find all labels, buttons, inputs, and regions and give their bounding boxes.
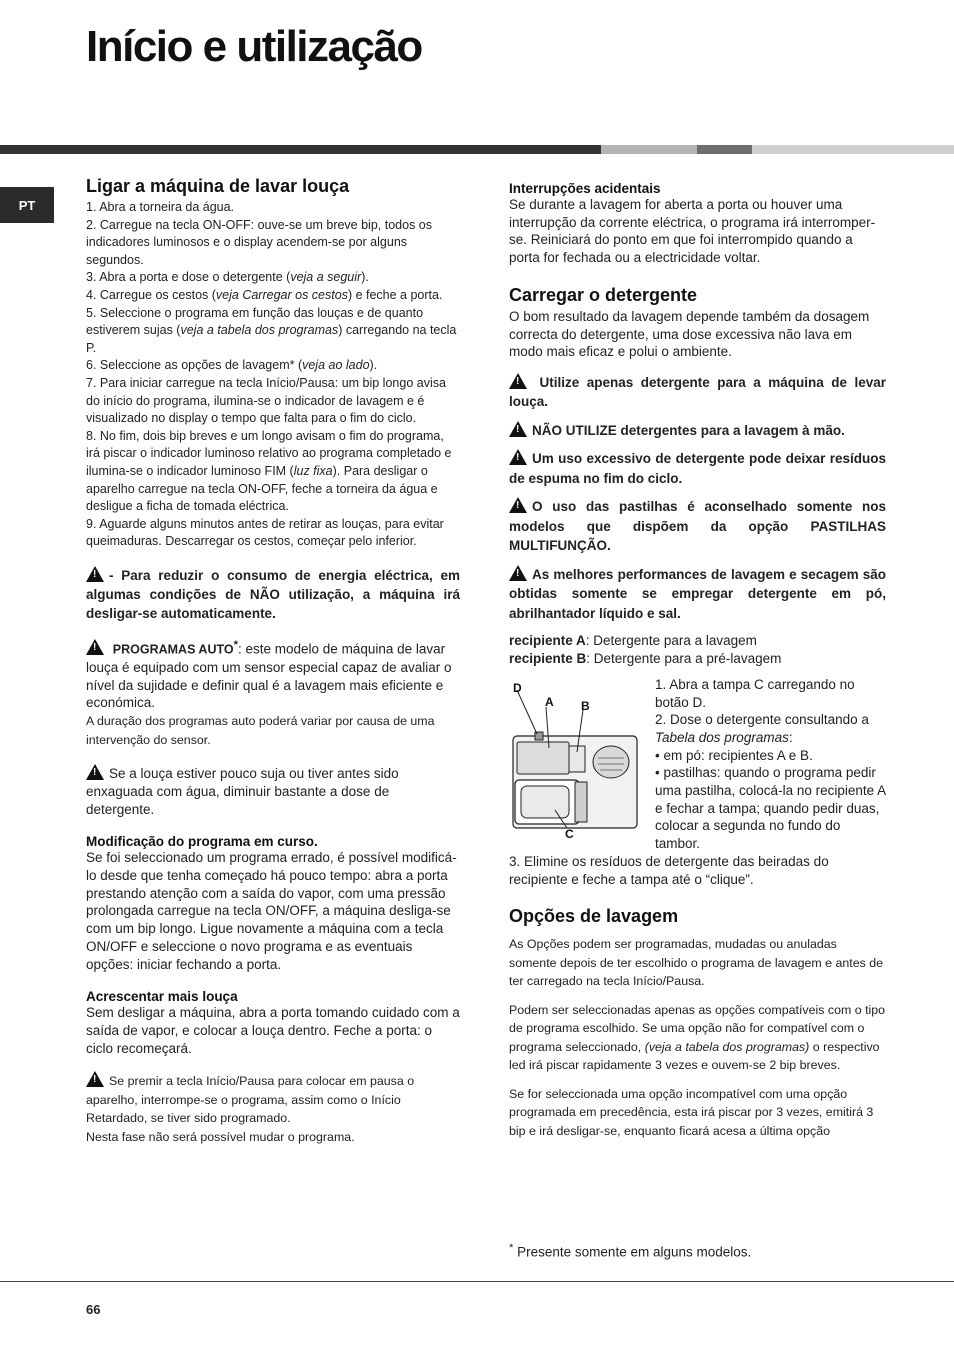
detergent-warning-1: ! Utilize apenas detergente para a máquina de levar louça. <box>509 373 886 412</box>
pause-note: Nesta fase não será possível mudar o programa. <box>86 1129 355 1144</box>
label-a: A <box>545 694 554 709</box>
list-item: 9. Aguarde alguns minutos antes de retirar as louças, para evitar queimaduras. Descarregar os cestos, começar pelo inferior. <box>86 516 444 549</box>
warning-icon <box>86 1071 104 1087</box>
dose-step-2: 2. Dose o detergente consultando a Tabela dos programas: <box>655 712 869 745</box>
section-title-start: Ligar a máquina de lavar louça <box>86 176 350 196</box>
detergent-warning-2: !NÃO UTILIZE detergentes para a lavagem à mão. <box>509 421 886 441</box>
list-item: 4. Carregue os cestos (veja Carregar os cestos) e feche a porta. <box>86 287 443 302</box>
warning-icon <box>509 497 527 513</box>
dose-tablets: • pastilhas: quando o programa pedir uma pastilha, colocá-la no recipiente A e fechar a tampa; quando pedir duas, colocar a segunda no fundo do tambor. <box>655 765 886 852</box>
dose-powder: • em pó: recipientes A e B. <box>655 747 813 763</box>
list-item: 2. Carregue na tecla ON-OFF: ouve-se um breve bip, todos os indicadores luminosos e o display acendem-se por alguns segundos. <box>86 217 432 267</box>
label-b: B <box>581 698 590 713</box>
rinse-aid-cap <box>593 746 629 778</box>
modify-title: Modificação do programa em curso. <box>86 834 318 850</box>
options-text-2: Podem ser seleccionadas apenas as opções compatíveis com o tipo de programa escolhido. Se uma opção não for compatível com o programa seleccionado, (veja a tabela dos programas) o respectivo led irá piscar rapidamente 3 vezes e ouvem-se 2 bip breves. <box>509 1002 886 1073</box>
detergent-warning-4: !O uso das pastilhas é aconselhado somente nos modelos que dispõem da opção PASTILHAS MULTIFUNÇÃO. <box>509 497 886 556</box>
auto-note: A duração dos programas auto poderá variar por causa de uma intervenção do sensor. <box>86 714 435 747</box>
label-d: D <box>513 680 522 695</box>
header-bar-dark <box>0 145 601 154</box>
options-title: Opções de lavagem <box>509 906 679 927</box>
detergent-text: O bom resultado da lavagem depende também da dosagem correcta do detergente, uma dose excessiva não lava em modo mais eficaz e polui o ambiente. <box>509 308 870 360</box>
detergent-warning-5: !As melhores performances de lavagem e secagem são obtidas somente se empregar detergente em pó, abrilhantador líquido e sal. <box>509 565 886 624</box>
list-item: 7. Para iniciar carregue na tecla Início/Pausa: um bip longo avisa do início do programa, ilumina-se o indicador de lavagem e é visualizado no display o tempo que falta para o fim do ciclo. <box>86 375 446 426</box>
lid-hinge <box>575 782 587 822</box>
list-item: 8. No fim, dois bip breves e um longo avisam o fim do programa, irá piscar o indicador luminoso relativo ao programa completado e ilumina-se o indicador luminoso FIM (luz fixa). Para desligar o aparelho carregue na tecla ON-OFF, feche a torneira da água e desligue a ficha de tomada eléctrica. <box>86 428 452 514</box>
list-item: 1. Abra a torneira da água. <box>86 200 235 214</box>
container-b: recipiente B: Detergente para a pré-lavagem <box>509 651 782 667</box>
steps-list <box>86 199 460 551</box>
interruptions-title: Interrupções acidentais <box>509 181 661 196</box>
page-number: 66 <box>86 1302 101 1317</box>
pause-warning: !Se premir a tecla Início/Pausa para colocar em pausa o aparelho, interrompe-se o programa, assim como o Início Retardado, se tiver sido programado. <box>86 1071 460 1128</box>
energy-warning: !- Para reduzir o consumo de energia eléctrica, em algumas condições de NÃO utilização, a máquina irá desligar-se automaticamente. <box>86 566 460 623</box>
header-bar-pale <box>752 145 954 154</box>
page-title: Início e utilização <box>86 22 422 71</box>
footer-rule <box>0 1281 954 1282</box>
warning-icon <box>86 566 104 582</box>
warning-icon <box>509 421 527 437</box>
auto-programs: ! PROGRAMAS AUTO*: este modelo de máquina de lavar louça é equipado com um sensor especial capaz de avaliar o nível da sujidade e definir qual é a lavagem mais eficiente e económica. <box>86 637 460 712</box>
compartment-a <box>517 742 569 774</box>
lid-c-inner <box>521 786 569 818</box>
right-column <box>509 176 886 1140</box>
language-tab: PT <box>0 187 54 223</box>
warning-icon <box>509 565 527 581</box>
list-item: 5. Seleccione o programa em função das louças e de quanto estiverem sujas (veja a tabela dos programas) carregando na tecla P. <box>86 305 457 355</box>
add-title: Acrescentar mais louça <box>86 989 238 1005</box>
dose-step-1: 1. Abra a tampa C carregando no botão D. <box>655 676 855 710</box>
leader-d <box>517 690 537 734</box>
warning-icon <box>86 639 104 655</box>
detergent-title: Carregar o detergente <box>509 284 698 305</box>
dosing-section <box>509 676 886 888</box>
warning-icon <box>509 449 527 465</box>
header-bar-light <box>601 145 697 154</box>
container-a: recipiente A: Detergente para a lavagem <box>509 633 757 649</box>
interruptions-text: Se durante a lavagem for aberta a porta ou houver uma interrupção da corrente eléctrica, o programa irá interromper-se. Reiniciará do ponto em que foi interrompido quando a porta for fechada ou a electricidade voltar. <box>509 197 876 266</box>
modify-text: Se foi seleccionado um programa errado, é possível modificá-lo desde que tenha começado há pouco tempo: abra a porta prestando atenção com a saída do vapor, com uma pressão prolongada carregue na tecla ON/OFF, a máquina desliga-se com um bip longo. Ligue novamente a máquina com a tecla ON/OFF e seleccione o novo programa e as eventuais opções: iniciar fechando a porta. <box>86 850 457 972</box>
options-text-3: Se for seleccionada uma opção incompatível com uma opção programada em precedência, esta irá piscar por 3 vezes, emitirá 3 bip e irá desligar-se, enquanto ficará acesa a última opção <box>509 1086 874 1138</box>
left-column <box>86 176 460 1146</box>
warning-icon <box>86 764 104 780</box>
label-c: C <box>565 826 574 840</box>
dose-step-3: 3. Elimine os resíduos de detergente das beiradas do recipiente e feche a tampa até o “clique”. <box>509 853 829 887</box>
options-text-1: As Opções podem ser programadas, mudadas ou anuladas somente depois de ter escolhido o programa de lavagem e antes de ter carregado na tecla Início/Pausa. <box>509 937 884 989</box>
add-text: Sem desligar a máquina, abra a porta tomando cuidado com a saída de vapor, e colocar a louça dentro. Feche a porta: o ciclo recomeçará. <box>86 1005 460 1056</box>
footnote: * Presente somente em alguns modelos. <box>509 1242 752 1260</box>
dispenser-diagram <box>509 680 647 840</box>
list-item: 6. Seleccione as opções de lavagem* (veja ao lado). <box>86 358 378 373</box>
warning-icon <box>509 373 527 389</box>
list-item: 3. Abra a porta e dose o detergente (veja a seguir). <box>86 270 369 285</box>
dirty-warning: !Se a louça estiver pouco suja ou tiver antes sido enxaguada com água, diminuir bastante a dose de detergente. <box>86 764 460 818</box>
detergent-warning-3: !Um uso excessivo de detergente pode deixar resíduos de espuma no fim do ciclo. <box>509 449 886 488</box>
header-bar-mid <box>697 145 752 154</box>
